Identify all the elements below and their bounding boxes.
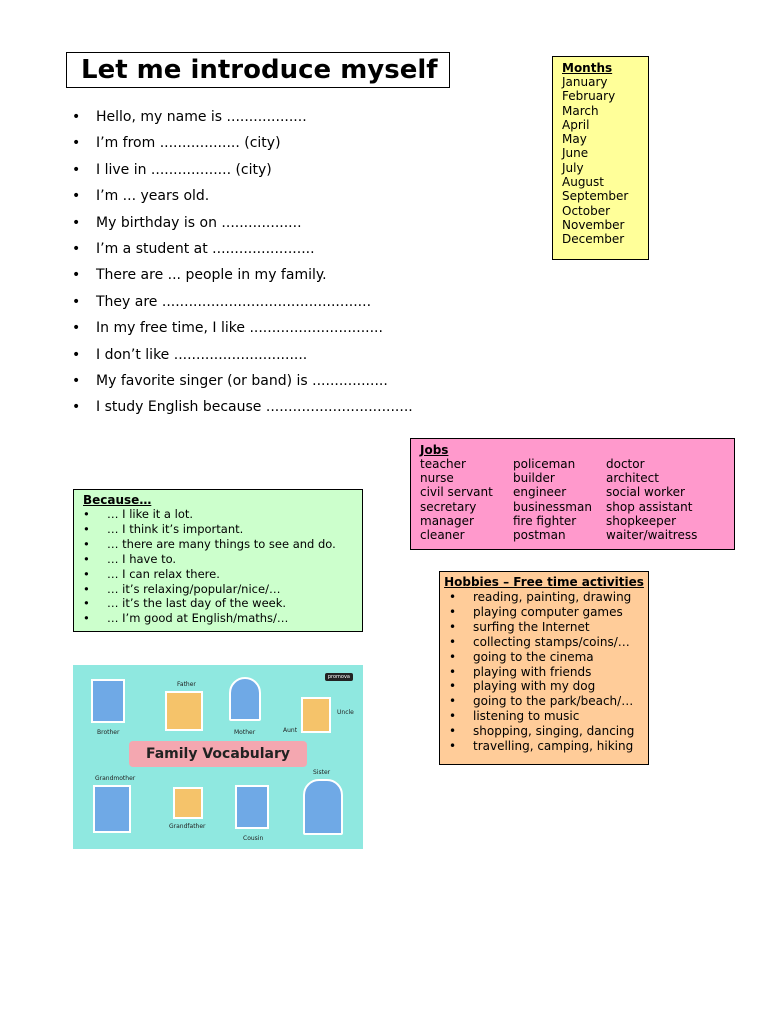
month-item: October xyxy=(562,203,611,218)
intro-item: • I don’t like .............................. xyxy=(72,342,413,368)
month-item: August xyxy=(562,175,604,190)
jobs-column xyxy=(420,457,513,542)
jobs-column xyxy=(606,457,699,542)
job-item: architect xyxy=(606,471,659,486)
because-item: • … I think it’s important. xyxy=(83,522,362,537)
label-mother: Mother xyxy=(234,729,256,736)
label-grandfather: Grandfather xyxy=(169,823,206,830)
because-box xyxy=(73,489,363,632)
because-item: • … I like it a lot. xyxy=(83,507,362,522)
hobby-item: • playing computer games xyxy=(449,605,648,620)
job-item: cleaner xyxy=(420,528,465,543)
hobby-item: • surfing the Internet xyxy=(449,620,648,635)
window-grandfather-icon xyxy=(173,787,203,819)
hobbies-box xyxy=(439,571,649,765)
months-box xyxy=(552,56,649,260)
because-item: • … I can relax there. xyxy=(83,567,362,582)
intro-item: • Hello, my name is .................. xyxy=(72,104,413,130)
label-uncle: Uncle xyxy=(337,709,354,716)
hobby-item: • playing with my dog xyxy=(449,679,648,694)
intro-item: • They are ............................................... xyxy=(72,289,413,315)
job-item: social worker xyxy=(606,485,685,500)
job-item: builder xyxy=(513,471,555,486)
hobby-item: • travelling, camping, hiking xyxy=(449,739,648,754)
intro-item: • My birthday is on .................. xyxy=(72,210,413,236)
months-heading: Months xyxy=(562,61,613,75)
because-item: • … it’s relaxing/popular/nice/… xyxy=(83,582,362,597)
intro-item: • There are ... people in my family. xyxy=(72,262,413,288)
window-father-icon xyxy=(165,691,203,731)
page-title: Let me introduce myself xyxy=(66,52,450,88)
because-item: • … I’m good at English/maths/… xyxy=(83,611,362,626)
window-grandmother-icon xyxy=(93,785,131,833)
job-item: postman xyxy=(513,528,566,543)
hobby-item: • playing with friends xyxy=(449,665,648,680)
jobs-heading: Jobs xyxy=(420,443,449,457)
month-item: June xyxy=(562,146,589,161)
label-sister: Sister xyxy=(313,769,331,776)
hobby-item: • listening to music xyxy=(449,709,648,724)
month-item: November xyxy=(562,217,625,232)
intro-item: • I study English because ................................. xyxy=(72,394,413,420)
job-item: shopkeeper xyxy=(606,513,677,528)
hobby-item: • shopping, singing, dancing xyxy=(449,724,648,739)
intro-item: • I’m a student at ....................... xyxy=(72,236,413,262)
job-item: engineer xyxy=(513,485,567,500)
job-item: fire fighter xyxy=(513,513,577,528)
job-item: nurse xyxy=(420,471,454,486)
job-item: civil servant xyxy=(420,485,493,500)
because-item: • … I have to. xyxy=(83,552,362,567)
window-cousin-icon xyxy=(235,785,269,829)
window-brother-icon xyxy=(91,679,125,723)
intro-item: • My favorite singer (or band) is ................. xyxy=(72,368,413,394)
intro-item: • In my free time, I like .............................. xyxy=(72,315,413,341)
window-sister-icon xyxy=(303,779,343,835)
label-grandmother: Grandmother xyxy=(95,775,136,782)
intro-item: • I live in .................. (city) xyxy=(72,157,413,183)
job-item: teacher xyxy=(420,457,466,471)
jobs-box xyxy=(410,438,735,550)
because-item: • … there are many things to see and do. xyxy=(83,537,362,552)
month-item: December xyxy=(562,232,625,247)
hobby-item: • going to the cinema xyxy=(449,650,648,665)
intro-item: • I’m ... years old. xyxy=(72,183,413,209)
because-heading: Because… xyxy=(83,493,152,507)
label-cousin: Cousin xyxy=(243,835,264,842)
hobby-item: • reading, painting, drawing xyxy=(449,590,648,605)
job-item: manager xyxy=(420,513,474,528)
job-item: secretary xyxy=(420,499,477,514)
month-item: May xyxy=(562,132,587,147)
window-mother-icon xyxy=(229,677,261,721)
intro-list xyxy=(72,104,413,421)
job-item: policeman xyxy=(513,457,576,471)
window-aunt-uncle-icon xyxy=(301,697,331,733)
label-brother: Brother xyxy=(97,729,120,736)
hobby-item: • collecting stamps/coins/… xyxy=(449,635,648,650)
month-item: January xyxy=(562,75,608,89)
intro-item: • I’m from .................. (city) xyxy=(72,130,413,156)
jobs-column xyxy=(513,457,606,542)
family-vocabulary-image xyxy=(73,665,363,849)
month-item: July xyxy=(562,160,584,175)
month-item: February xyxy=(562,89,616,104)
job-item: shop assistant xyxy=(606,499,693,514)
hobby-item: • going to the park/beach/… xyxy=(449,694,648,709)
hobbies-heading: Hobbies – Free time activities xyxy=(444,575,644,589)
month-item: September xyxy=(562,189,629,204)
job-item: waiter/waitress xyxy=(606,528,698,543)
because-item: • … it’s the last day of the week. xyxy=(83,596,362,611)
month-item: April xyxy=(562,117,590,132)
family-vocabulary-banner: Family Vocabulary xyxy=(129,741,307,767)
month-item: March xyxy=(562,103,599,118)
job-item: doctor xyxy=(606,457,645,471)
logo: promova xyxy=(325,673,353,681)
job-item: businessman xyxy=(513,499,592,514)
label-father: Father xyxy=(177,681,196,688)
label-aunt: Aunt xyxy=(283,727,298,734)
